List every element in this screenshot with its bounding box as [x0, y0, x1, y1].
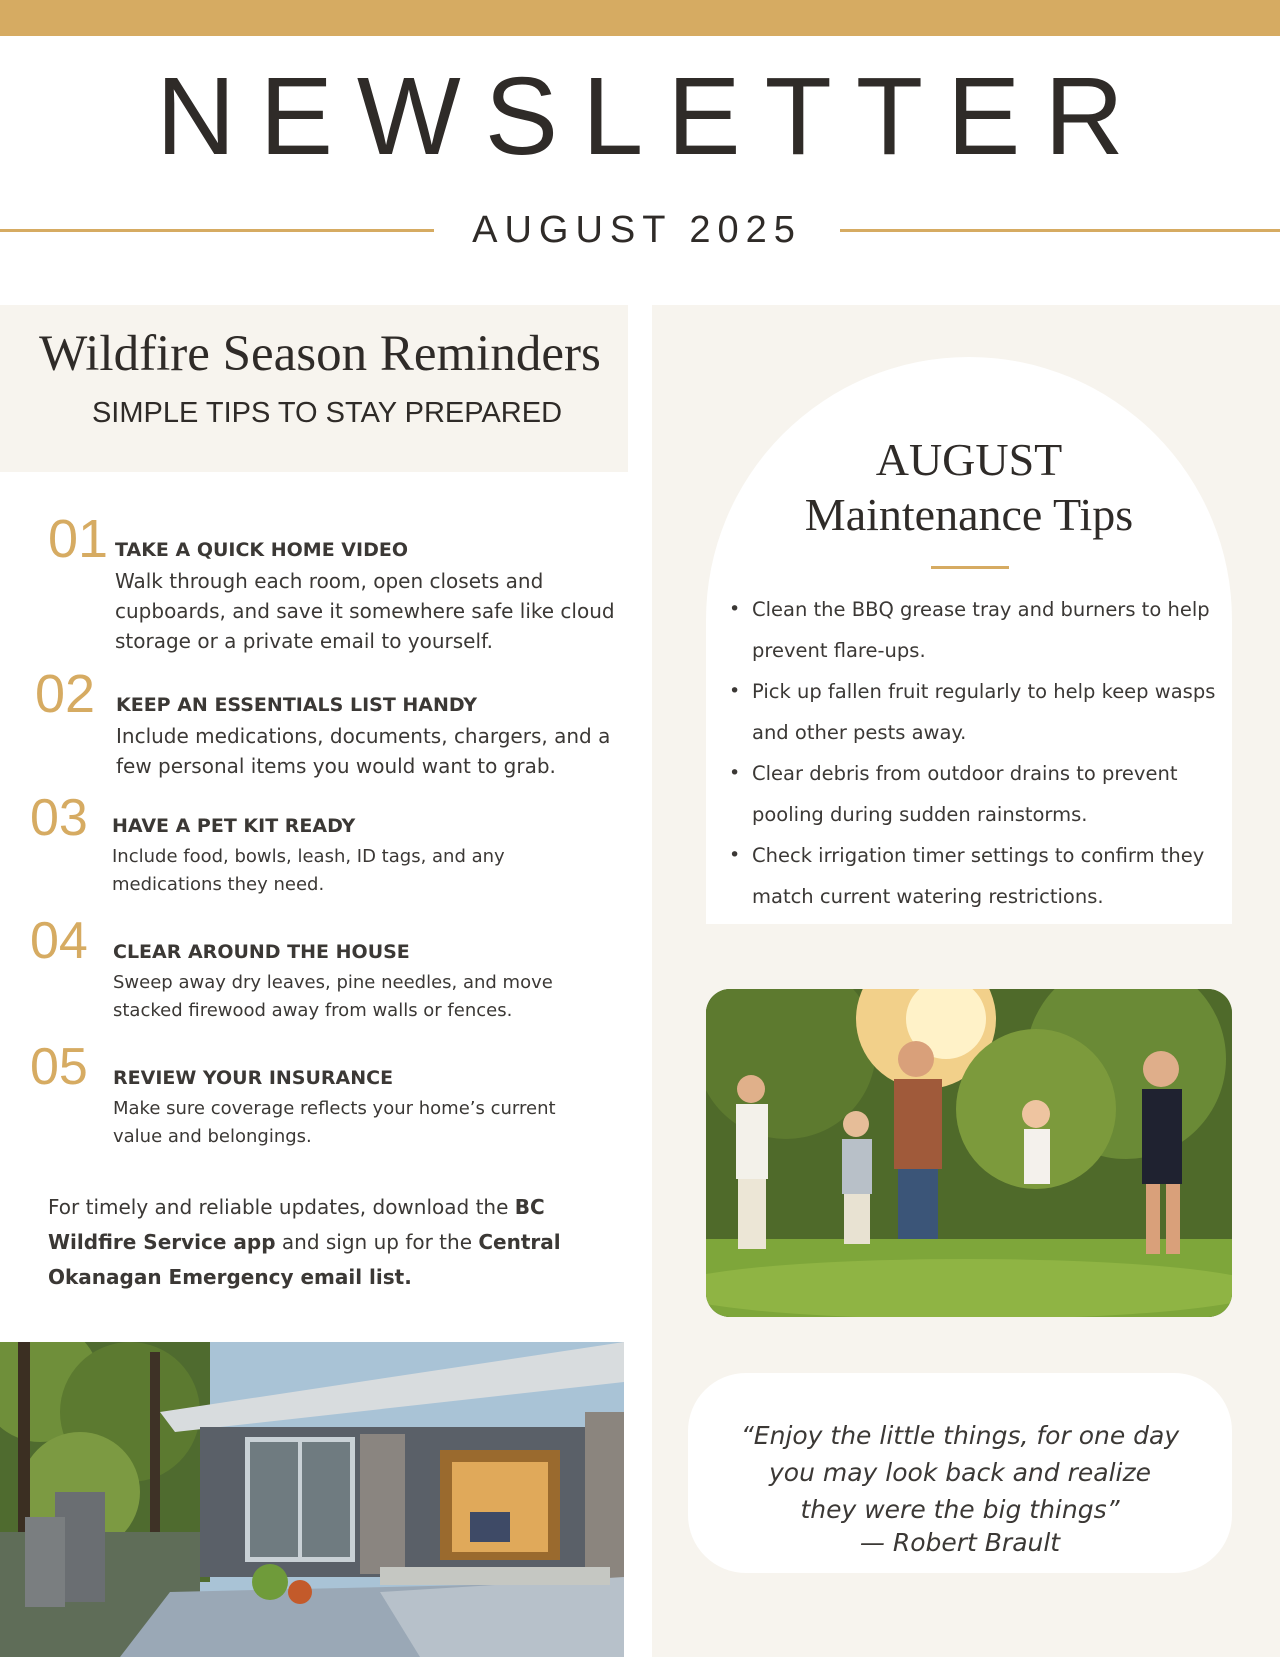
tip-body: Include medications, documents, chargers, and a few personal items you would want to grab.	[116, 724, 611, 778]
top-accent-bar	[0, 0, 1280, 36]
list-item	[729, 835, 1222, 917]
tip-heading: HAVE A PET KIT READY	[112, 815, 356, 837]
house-illustration	[0, 1342, 624, 1657]
list-item-text: Check irrigation timer settings to confirm they match current watering restrictions.	[752, 844, 1205, 908]
maintenance-card	[706, 357, 1232, 924]
list-item-text: Pick up fallen fruit regularly to help keep wasps and other pests away.	[752, 680, 1216, 744]
date-divider-left	[0, 229, 434, 232]
bullet-icon: •	[729, 680, 741, 702]
maintenance-divider	[931, 566, 1009, 569]
bullet-icon: •	[729, 762, 741, 784]
list-item	[729, 753, 1222, 835]
tip-heading: KEEP AN ESSENTIALS LIST HANDY	[116, 694, 478, 716]
quote-line: you may look back and realize	[769, 1458, 1151, 1487]
house-photo	[0, 1342, 624, 1657]
date-divider-right	[840, 229, 1280, 232]
newsletter-title: NEWSLETTER	[156, 55, 1148, 178]
tip-heading: REVIEW YOUR INSURANCE	[113, 1067, 394, 1089]
family-photo	[706, 989, 1232, 1317]
tip-body: Walk through each room, open closets and cupboards, and save it somewhere safe like cloud storage or a private email to yourself.	[115, 569, 615, 653]
updates-note	[48, 1190, 588, 1295]
issue-date-row	[0, 205, 1280, 255]
tip-heading: TAKE A QUICK HOME VIDEO	[115, 539, 408, 561]
tip-body: Sweep away dry leaves, pine needles, and move stacked firewood away from walls or fences.	[113, 972, 553, 1021]
tip-number: 02	[35, 664, 96, 724]
tip-number: 01	[48, 509, 109, 569]
bullet-icon: •	[729, 844, 741, 866]
tip-body: Make sure coverage reflects your home’s current value and belongings.	[113, 1098, 556, 1147]
tip-body: Include food, bowls, leash, ID tags, and any medications they need.	[112, 846, 505, 895]
maintenance-title-month: AUGUST	[875, 434, 1063, 485]
updates-email-list: Central Okanagan Emergency email list.	[48, 1230, 561, 1289]
tip-number: 05	[30, 1038, 88, 1096]
family-illustration	[706, 989, 1232, 1317]
wildfire-subtitle: SIMPLE TIPS TO STAY PREPARED	[91, 397, 563, 429]
quote-line: “Enjoy the little things, for one day	[740, 1421, 1180, 1450]
list-item	[729, 589, 1222, 671]
updates-middle: and sign up for the	[275, 1230, 479, 1254]
issue-date: AUGUST 2025	[472, 209, 802, 251]
quote-card	[688, 1373, 1232, 1573]
wildfire-title: Wildfire Season Reminders	[39, 326, 601, 382]
quote-line: they were the big things”	[800, 1495, 1120, 1524]
bullet-icon: •	[729, 598, 741, 620]
tip-number: 04	[30, 912, 88, 970]
wildfire-header	[0, 305, 628, 472]
list-item	[729, 671, 1222, 753]
list-item-text: Clear debris from outdoor drains to prevent pooling during sudden rainstorms.	[752, 762, 1178, 826]
quote-text	[688, 1417, 1232, 1528]
quote-author: — Robert Brault	[859, 1528, 1061, 1557]
updates-prefix: For timely and reliable updates, download the	[48, 1195, 515, 1219]
maintenance-title: Maintenance Tips	[804, 489, 1134, 540]
list-item-text: Clean the BBQ grease tray and burners to help prevent flare-ups.	[752, 598, 1210, 662]
updates-app-name: BC Wildfire Service app	[48, 1195, 545, 1254]
tip-number: 03	[30, 789, 88, 847]
tip-heading: CLEAR AROUND THE HOUSE	[113, 941, 410, 963]
maintenance-list	[729, 589, 1222, 917]
